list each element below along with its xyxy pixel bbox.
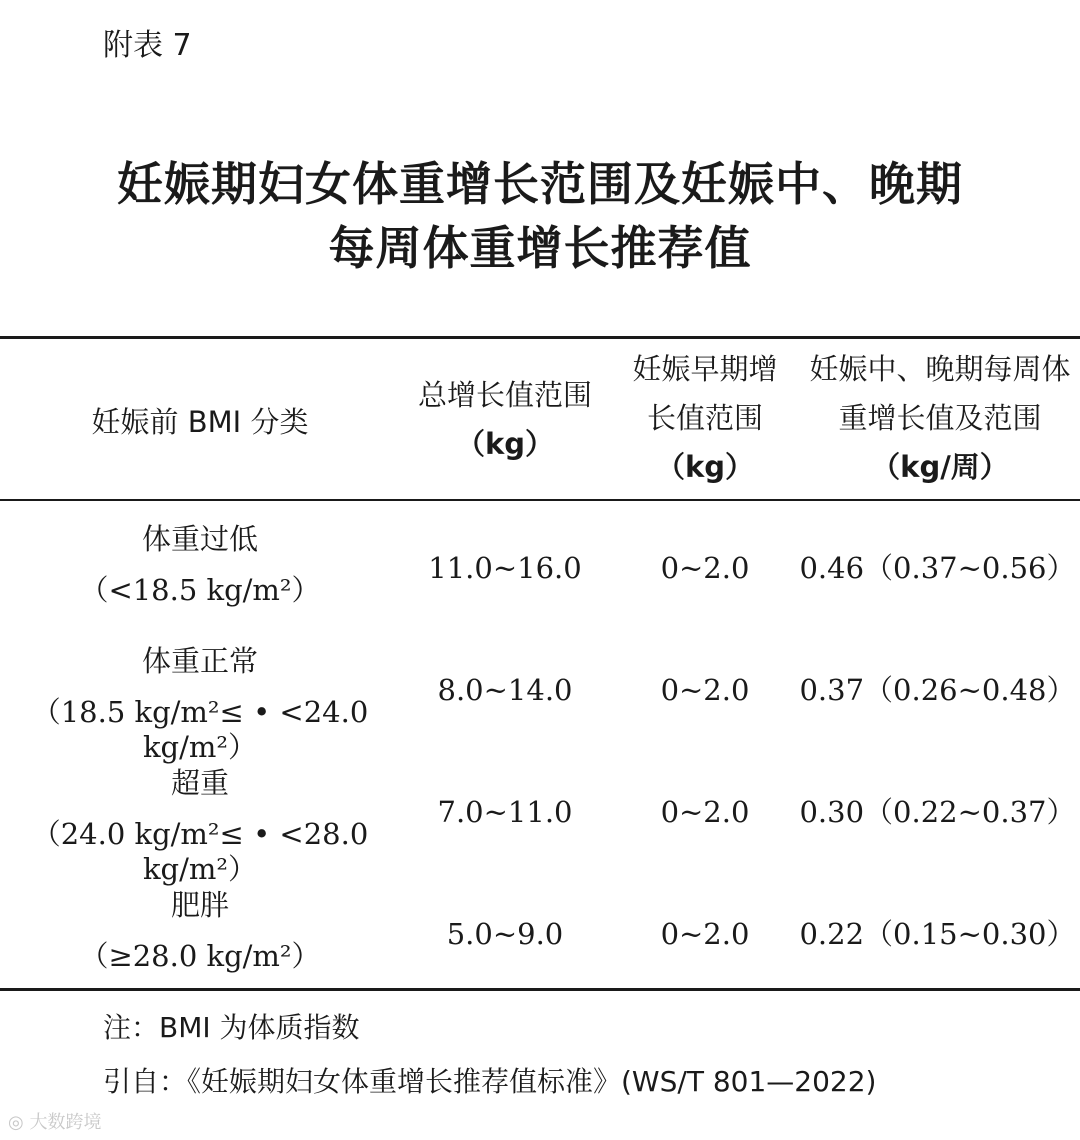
footnote-source: 引自：《妊娠期妇女体重增长推荐值标准》(WS/T 801—2022) — [103, 1065, 877, 1098]
header-early-gain-unit: （kg） — [655, 449, 755, 484]
header-weekly-gain-unit: （kg/周） — [871, 449, 1009, 484]
watermark-logo-icon: ◎ — [8, 1112, 24, 1133]
appendix-label: 附表 7 — [103, 28, 192, 63]
header-total-gain-line1: 总增长值范围 — [417, 378, 592, 412]
table-row-1-category — [0, 522, 400, 608]
table-row-2-total: 8.0~14.0 — [437, 673, 573, 707]
category-range: （<18.5 kg/m²） — [79, 572, 321, 607]
category-range: （18.5 kg/m²≤ • <24.0 kg/m²） — [31, 694, 369, 764]
category-range: （≥28.0 kg/m²） — [79, 938, 321, 973]
table-row-3-early: 0~2.0 — [660, 795, 750, 829]
header-early-gain-line2: 长值范围 — [646, 400, 763, 435]
table-row-4-early: 0~2.0 — [660, 917, 750, 951]
page-title-line2: 每周体重增长推荐值 — [328, 221, 752, 275]
table-row-2-weekly: 0.37（0.26~0.48） — [799, 673, 1076, 707]
watermark — [8, 1108, 101, 1134]
table-row-1-early: 0~2.0 — [660, 551, 750, 585]
table-row-2-early: 0~2.0 — [660, 673, 750, 707]
table-top-rule — [0, 336, 1080, 339]
table-row-3-weekly: 0.30（0.22~0.37） — [799, 795, 1076, 829]
header-weekly-gain-line1: 妊娠中、晚期每周体 — [809, 352, 1071, 386]
table-row-2-category — [0, 644, 400, 764]
table-row-4-weekly: 0.22（0.15~0.30） — [799, 917, 1076, 951]
header-early-gain-line1: 妊娠早期增 — [632, 352, 778, 386]
table-row-1-weekly: 0.46（0.37~0.56） — [799, 551, 1076, 585]
header-total-gain — [395, 378, 615, 462]
category-range: （24.0 kg/m²≤ • <28.0 kg/m²） — [31, 816, 369, 886]
category-name: 超重 — [170, 766, 229, 800]
table-row-4-category — [0, 888, 400, 974]
table-row-1-total: 11.0~16.0 — [428, 551, 582, 585]
header-early-gain — [615, 352, 795, 484]
header-total-gain-unit: （kg） — [455, 426, 555, 461]
table-row-4-total: 5.0~9.0 — [446, 917, 564, 951]
watermark-text: 大数跨境 — [29, 1112, 102, 1133]
header-bmi-category-text: 妊娠前 BMI 分类 — [91, 405, 309, 439]
footnote-bmi: 注：BMI 为体质指数 — [103, 1011, 360, 1044]
header-bmi-category — [40, 405, 360, 440]
category-name: 体重正常 — [141, 644, 258, 678]
table-row-3-total: 7.0~11.0 — [437, 795, 573, 829]
table-row-3-category — [0, 766, 400, 886]
category-name: 肥胖 — [170, 888, 229, 922]
page-title-line1: 妊娠期妇女体重增长范围及妊娠中、晚期 — [117, 157, 963, 211]
table-header-rule — [0, 499, 1080, 501]
category-name: 体重过低 — [141, 522, 258, 556]
header-weekly-gain-line2: 重增长值及范围 — [838, 400, 1042, 435]
table-bottom-rule — [0, 988, 1080, 991]
header-weekly-gain — [800, 352, 1080, 484]
